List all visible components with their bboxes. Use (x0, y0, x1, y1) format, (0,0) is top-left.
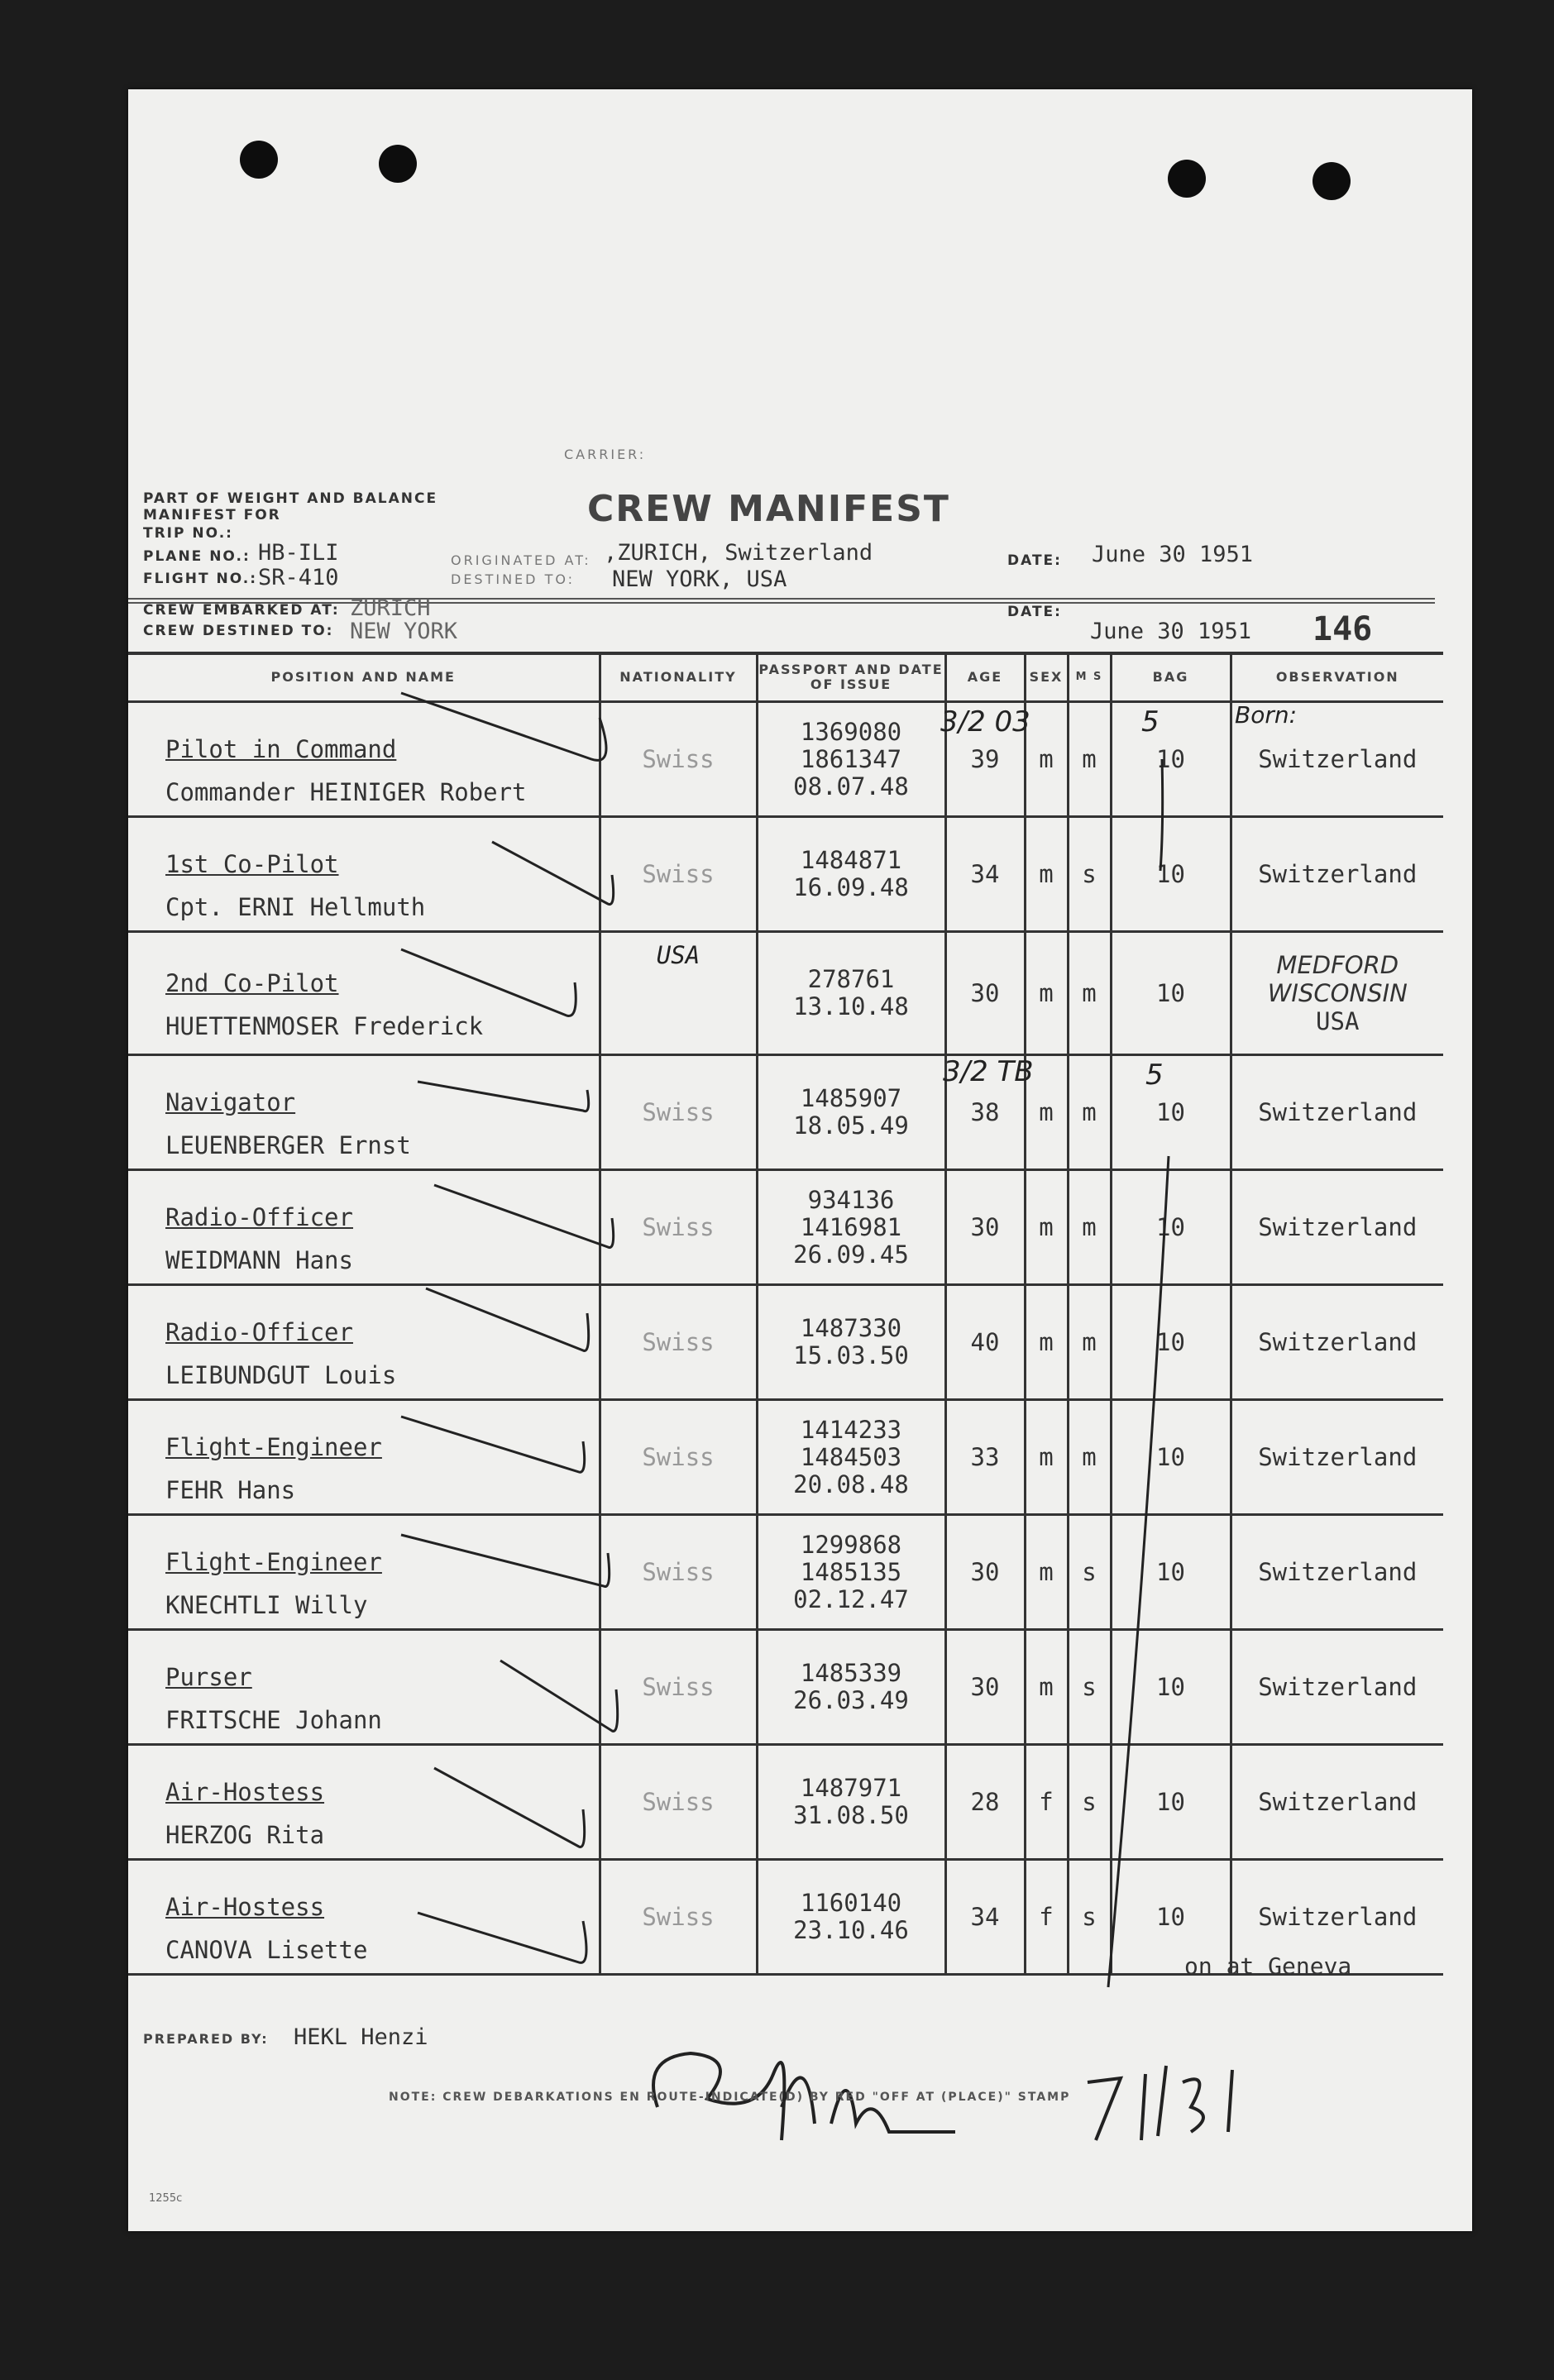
on-at-geneva: on at Geneva (1184, 1952, 1352, 1980)
born-annotation: Born: (1235, 701, 1298, 729)
check-mark (492, 842, 614, 905)
flight-no: SR-410 (258, 565, 339, 590)
observation-line: Switzerland (1258, 1443, 1418, 1471)
passport-line: 1416981 (800, 1212, 902, 1241)
passport-line: 1487971 (800, 1774, 902, 1802)
nationality-cell: Swiss (600, 1170, 757, 1285)
crew-name: HUETTENMOSER Frederick (165, 1012, 484, 1040)
crew-name: KNECHTLI Willy (165, 1591, 368, 1619)
age-cell: 30 (945, 1170, 1025, 1285)
trip-no-label: TRIP NO.: (143, 525, 233, 542)
ms-cell: m (1068, 702, 1111, 817)
sex-cell: m (1025, 1285, 1068, 1400)
ms-cell: m (1068, 1170, 1111, 1285)
observation-line: Switzerland (1258, 1673, 1418, 1701)
nationality-cell: Swiss (600, 1400, 757, 1515)
observation-line: USA (1316, 1007, 1360, 1035)
age-cell: 30 (945, 1630, 1025, 1745)
crew-name: LEUENBERGER Ernst (165, 1131, 411, 1159)
nationality-cell: Swiss (600, 1285, 757, 1400)
col-ms-header: M S (1068, 654, 1111, 702)
sex-cell: m (1025, 1055, 1068, 1170)
crew-name: Commander HEINIGER Robert (165, 778, 527, 806)
observation-line: Switzerland (1258, 1328, 1418, 1356)
check-mark (434, 1185, 614, 1248)
crew-name: HERZOG Rita (165, 1821, 325, 1849)
check-mark (401, 1417, 585, 1472)
passport-line: 1484871 (800, 846, 902, 874)
passport-line: 31.08.50 (793, 1801, 909, 1829)
observation-line: Switzerland (1258, 1213, 1418, 1241)
passport-line: 1485339 (800, 1659, 902, 1687)
check-mark (401, 1535, 610, 1587)
age-cell: 40 (945, 1285, 1025, 1400)
bag-cell: 10 (1111, 1055, 1231, 1170)
col-passport-header: PASSPORT AND DATE OF ISSUE (757, 654, 945, 702)
part-of-label: PART OF WEIGHT AND BALANCE (143, 490, 438, 507)
passport-line: 18.05.49 (793, 1111, 909, 1140)
passport-line: 15.03.50 (793, 1341, 909, 1369)
sex-cell: m (1025, 1630, 1068, 1745)
crew-embarked-label: CREW EMBARKED AT: (143, 602, 340, 619)
date-label: DATE: (1007, 552, 1062, 569)
crew-position: Purser (165, 1663, 252, 1691)
prepared-by: HEKL Henzi (294, 2024, 428, 2050)
crew-name: CANOVA Lisette (165, 1936, 368, 1964)
crew-position: 2nd Co-Pilot (165, 969, 339, 997)
ms-cell: s (1068, 1860, 1111, 1975)
destined-label: DESTINED TO: (451, 571, 576, 587)
col-bag-header: BAG (1111, 654, 1231, 702)
crew-name: WEIDMANN Hans (165, 1246, 353, 1274)
passport-line: 1160140 (800, 1889, 902, 1917)
age-cell: 38 (945, 1055, 1025, 1170)
bag-cell: 10 (1111, 1285, 1231, 1400)
nationality-cell: Swiss (600, 1055, 757, 1170)
age-cell: 28 (945, 1745, 1025, 1860)
row4-age-note: 3/2 TB (943, 1055, 1034, 1088)
observation-line: Switzerland (1258, 860, 1418, 888)
date2-label: DATE: (1007, 604, 1062, 620)
date2: June 30 1951 (1090, 619, 1252, 644)
destined: NEW YORK, USA (612, 566, 787, 592)
nationality-cell: USA (600, 932, 757, 1055)
plane-no: HB-ILI (258, 540, 339, 566)
nationality-cell: Swiss (600, 1515, 757, 1630)
observation-line: Switzerland (1258, 1903, 1418, 1931)
passport-line: 1299868 (800, 1530, 902, 1559)
crew-position: 1st Co-Pilot (165, 850, 339, 878)
observation-line: WISCONSIN (1267, 979, 1408, 1007)
crew-position: Flight-Engineer (165, 1548, 382, 1576)
ms-cell: m (1068, 932, 1111, 1055)
col-nationality-header: NATIONALITY (600, 654, 757, 702)
footer-note: NOTE: CREW DEBARKATIONS EN ROUTE-INDICATE(D) BY RED "OFF AT (PLACE)" STAMP (389, 2091, 1071, 2104)
passport-line: 23.10.46 (793, 1916, 909, 1944)
page-number: 146 (1313, 610, 1373, 648)
plane-no-label: PLANE NO.: (143, 548, 251, 565)
sex-cell: f (1025, 1860, 1068, 1975)
check-mark (434, 1768, 585, 1847)
nationality-cell: Swiss (600, 1745, 757, 1860)
ms-cell: m (1068, 1400, 1111, 1515)
crew-position: Flight-Engineer (165, 1433, 382, 1461)
sex-cell: m (1025, 932, 1068, 1055)
sex-cell: m (1025, 1515, 1068, 1630)
observation-line: Switzerland (1258, 1098, 1418, 1126)
crew-name: Cpt. ERNI Hellmuth (165, 893, 426, 921)
check-mark (418, 1913, 586, 1962)
ms-cell: s (1068, 1630, 1111, 1745)
crew-position: Pilot in Command (165, 735, 397, 763)
sex-cell: m (1025, 1170, 1068, 1285)
check-mark (418, 1082, 589, 1111)
passport-line: 1485907 (800, 1084, 902, 1112)
passport-line: 1485135 (800, 1557, 902, 1586)
bag-cell: 10 (1111, 702, 1231, 817)
col-observation-header: OBSERVATION (1231, 654, 1443, 702)
passport-line: 1484503 (800, 1442, 902, 1471)
nationality-cell: Swiss (600, 1630, 757, 1745)
check-mark (401, 949, 576, 1016)
col-sex-header: SEX (1025, 654, 1068, 702)
page-title: CREW MANIFEST (587, 488, 950, 530)
sex-cell: m (1025, 702, 1068, 817)
age-cell: 30 (945, 1515, 1025, 1630)
passport-line: 26.03.49 (793, 1686, 909, 1714)
form-number: 1255c (149, 2192, 183, 2205)
crew-position: Radio-Officer (165, 1318, 353, 1346)
bag-cell: 10 (1111, 1400, 1231, 1515)
passport-line: 1861347 (800, 744, 902, 773)
age-cell: 39 (945, 702, 1025, 817)
passport-line: 02.12.47 (793, 1584, 909, 1613)
flight-no-label: FLIGHT NO.: (143, 571, 258, 587)
passport-line: 08.07.48 (793, 772, 909, 801)
passport-line: 934136 (807, 1185, 895, 1214)
passport-line: 16.09.48 (793, 873, 909, 901)
prepared-by-label: PREPARED BY: (143, 2031, 269, 2047)
observation-line: Switzerland (1258, 745, 1418, 773)
observation-line: Switzerland (1258, 1788, 1418, 1816)
bag-cell: 10 (1111, 817, 1231, 932)
observation-line: Switzerland (1258, 1558, 1418, 1586)
originated-label: ORIGINATED AT: (451, 552, 591, 568)
bag-cell: 10 (1111, 1745, 1231, 1860)
pen-marks (128, 89, 1472, 2231)
crew-destined-label: CREW DESTINED TO: (143, 623, 334, 639)
nationality-cell: Swiss (600, 1860, 757, 1975)
ms-cell: s (1068, 1745, 1111, 1860)
sex-cell: f (1025, 1745, 1068, 1860)
crew-destined: NEW YORK (350, 619, 458, 644)
col-age-header: AGE (945, 654, 1025, 702)
bag-cell: 10 (1111, 1630, 1231, 1745)
ms-cell: s (1068, 1515, 1111, 1630)
bag-cell: 10 (1111, 1170, 1231, 1285)
crew-name: LEIBUNDGUT Louis (165, 1361, 397, 1389)
vertical-pen-line (1108, 1156, 1169, 1987)
check-mark (426, 1288, 589, 1350)
passport-line: 278761 (807, 965, 895, 993)
passport-line: 26.09.45 (793, 1240, 909, 1269)
bag-cell: 10 (1111, 1515, 1231, 1630)
passport-line: 20.08.48 (793, 1470, 909, 1498)
check-mark (401, 693, 606, 760)
passport-line: 13.10.48 (793, 992, 909, 1020)
ms-cell: m (1068, 1285, 1111, 1400)
passport-line: 1369080 (800, 717, 902, 746)
age-cell: 34 (945, 817, 1025, 932)
passport-line: 1414233 (800, 1415, 902, 1444)
sex-cell: m (1025, 1400, 1068, 1515)
bag-cell: 10 (1111, 1860, 1231, 1975)
manifest-sheet (128, 89, 1472, 2231)
sex-cell: m (1025, 817, 1068, 932)
ms-cell: m (1068, 1055, 1111, 1170)
carrier-label: CARRIER: (564, 447, 647, 462)
crew-name: FEHR Hans (165, 1476, 296, 1504)
col-position-header: POSITION AND NAME (128, 654, 600, 702)
vertical-pen-line (1160, 759, 1163, 871)
check-mark (500, 1661, 618, 1731)
age-cell: 34 (945, 1860, 1025, 1975)
row1-bag-note: 5 (1141, 705, 1160, 738)
date: June 30 1951 (1092, 542, 1254, 567)
row1-age-note: 3/2 03 (940, 705, 1030, 738)
bag-cell: 10 (1111, 932, 1231, 1055)
crew-embarked: ZURICH (350, 595, 431, 621)
age-cell: 30 (945, 932, 1025, 1055)
nationality-cell: Swiss (600, 817, 757, 932)
originated: ,ZURICH, Switzerland (604, 540, 873, 566)
age-cell: 33 (945, 1400, 1025, 1515)
passport-line: 1487330 (800, 1314, 902, 1342)
crew-position: Navigator (165, 1088, 296, 1116)
crew-position: Air-Hostess (165, 1893, 325, 1921)
manifest-for-label: MANIFEST FOR (143, 507, 281, 523)
nationality-cell: Swiss (600, 702, 757, 817)
ms-cell: s (1068, 817, 1111, 932)
observation-line: MEDFORD (1276, 951, 1399, 979)
crew-position: Radio-Officer (165, 1203, 353, 1231)
row4-bag-note: 5 (1145, 1059, 1164, 1092)
crew-name: FRITSCHE Johann (165, 1706, 382, 1734)
crew-position: Air-Hostess (165, 1778, 325, 1806)
